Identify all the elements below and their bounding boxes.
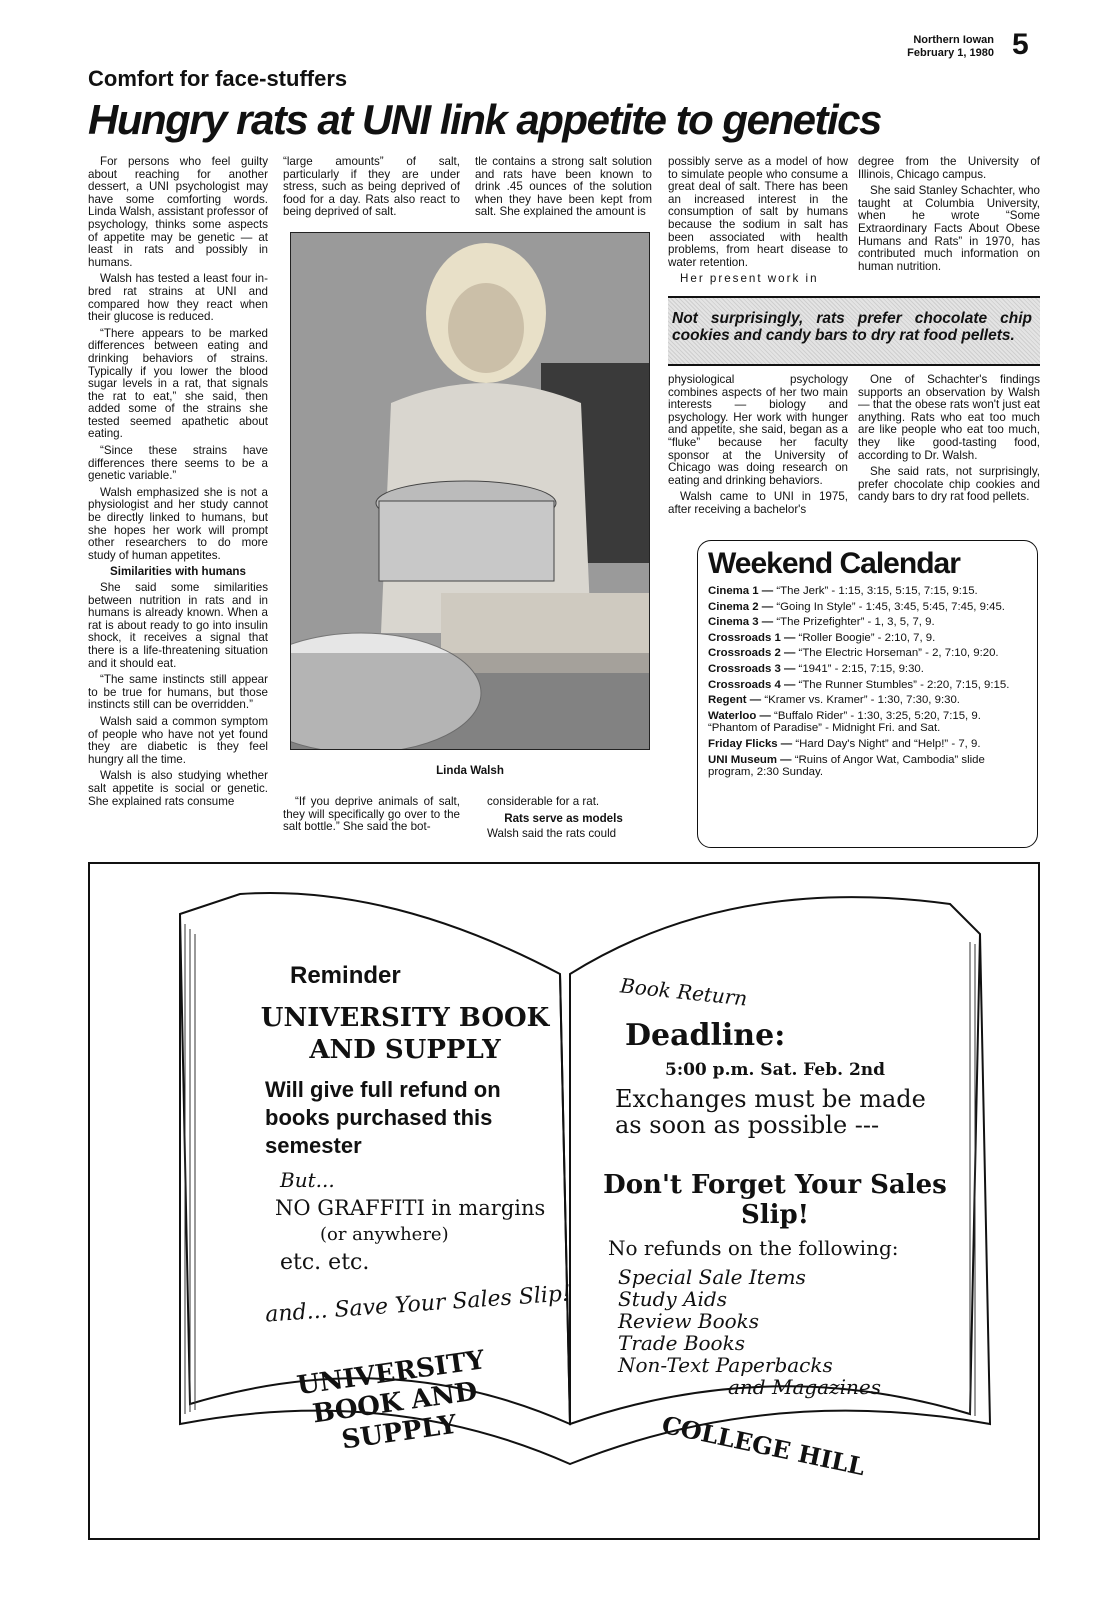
paragraph: Walsh is also studying whether salt appetite is social or genetic. She explained rats consume (88, 769, 268, 808)
paragraph: degree from the University of Illinois, Chicago campus. (858, 155, 1040, 181)
paragraph: One of Schachter's findings supports an observation by Walsh — that the obese rats won't just eat anything. Rats who eat too much are like people who eat too much, they like good-tasting food, according to Dr. Walsh. (858, 373, 1040, 462)
venue: Waterloo — (708, 709, 771, 722)
calendar-entry (708, 647, 1029, 660)
showtimes: “The Jerk” - 1:15, 3:15, 5:15, 7:15, 9:15. (773, 585, 978, 597)
calendar-entry (708, 601, 1029, 614)
masthead (907, 34, 994, 60)
ad-exclusion-item: Non-Text Paperbacks (618, 1353, 833, 1377)
column-2-top (283, 156, 460, 223)
venue: Regent — (708, 694, 762, 707)
paragraph: possibly serve as a model of how to simulate people who consume a great deal of salt. There has been an increased interest in the consumption of salt by humans because the sodium in salt has been associated with health problems, from heart disease to water retention. (668, 155, 848, 269)
ad-store-name: UNIVERSITY BOOK AND SUPPLY (260, 1003, 550, 1065)
ad-book-return: Book Return (619, 973, 749, 1011)
venue: Crossroads 4 — (708, 678, 796, 691)
paragraph: Walsh has tested a least four in-bred rat strains at UNI and compared how they react when their glucose is reduced. (88, 272, 268, 324)
paragraph: She said rats, not surprisingly, prefer chocolate chip cookies and candy bars to dry rat food pellets. (858, 465, 1040, 504)
paragraph: “If you deprive animals of salt, they will specifically go over to the salt bottle.” She said the bot- (283, 795, 460, 834)
showtimes: “Buffalo Rider” - 1:30, 3:25, 5:20, 7:15, 9. “Phantom of Paradise” - Midnight Fri. and Sat. (708, 709, 981, 735)
paragraph: She said some similarities between nutrition in rats and in humans is already known. When a rat is about ready to go into insulin shock, it receives a signal that there is a life-threatening situation and it should eat. (88, 581, 268, 670)
showtimes: “1941” - 2:15, 7:15, 9:30. (795, 662, 924, 675)
calendar-entry (708, 663, 1029, 676)
column-2-bottom (283, 796, 460, 838)
venue: Cinema 3 — (708, 616, 774, 629)
showtimes: “The Runner Stumbles” - 2:20, 7:15, 9:15. (795, 678, 1010, 691)
calendar-entry (708, 679, 1029, 692)
venue: Crossroads 3 — (708, 662, 796, 675)
paragraph: She said Stanley Schachter, who taught at Columbia University, when he wrote “Some Extraordinary Facts About Obese Humans and Rats” in 1970, has contributed much information on human nutrition. (858, 184, 1040, 273)
photo-illustration (291, 233, 650, 750)
paper-name: Northern Iowan (913, 34, 994, 46)
calendar-entry (708, 585, 1029, 598)
ad-anywhere: (or anywhere) (320, 1224, 449, 1245)
ad-refund-exclusions (618, 1266, 881, 1398)
venue: Cinema 1 — (708, 585, 774, 597)
ad-exclusion-item: Special Sale Items (618, 1265, 806, 1289)
paragraph: considerable for a rat. (487, 795, 600, 808)
ad-etc: etc. etc. (280, 1250, 370, 1275)
column-5-bottom (858, 374, 1040, 508)
column-1 (88, 156, 268, 812)
paragraph: tle contains a strong salt solution and rats have been known to drink .45 ounces of the solution when they have been kept from salt. She explained the amount is (475, 155, 652, 219)
paragraph: Walsh said the rats could (487, 827, 617, 841)
ad-but: But... (280, 1168, 335, 1192)
paragraph: Walsh said a common symptom of people who have not yet found they are diabetic is they feel hungry all the time. (88, 714, 268, 766)
paragraph: “Since these strains have differences there seems to be a genetic variable.” (88, 444, 268, 483)
column-3-top (475, 156, 652, 223)
paragraph: “large amounts” of salt, particularly if they are under stress, such as being deprived of food for a day. Rats also react to being deprived of salt. (283, 155, 460, 219)
subhead: Rats serve as models (504, 811, 623, 825)
venue: Cinema 2 — (708, 600, 774, 613)
pull-quote: Not surprisingly, rats prefer chocolate chip cookies and candy bars to dry rat food pellets. (668, 296, 1040, 366)
venue: UNI Museum — (708, 753, 792, 766)
ad-exclusion-item: and Magazines (728, 1375, 882, 1399)
photo-linda-walsh (290, 232, 650, 750)
ad-no-graffiti: NO GRAFFITI in margins (275, 1196, 546, 1220)
calendar-entry (708, 710, 1029, 735)
paragraph: “There appears to be marked differences between eating and drinking behaviors of strains. Typically if you lower the blood sugar levels in a rat, that signals the rat to eat,” she said, then added some of the strains she tested seemed apathetic about eating. (88, 326, 268, 441)
ad-refund-text: Will give full refund on books purchased this semester (265, 1077, 501, 1158)
paragraph: Her present work in (680, 272, 819, 286)
calendar-entry (708, 694, 1029, 707)
ad-no-refunds: No refunds on the following: (608, 1236, 899, 1260)
bookstore-ad (88, 862, 1040, 1540)
column-4-top (668, 156, 848, 290)
calendar-title: Weekend Calendar (708, 547, 960, 580)
ad-reminder: Reminder (290, 962, 401, 989)
showtimes: “Kramer vs. Kramer” - 1:30, 7:30, 9:30. (761, 694, 960, 707)
ad-exclusion-item: Study Aids (618, 1287, 727, 1311)
column-5-top (858, 156, 1040, 277)
paragraph: “The same instincts still appear to be true for humans, but those instincts still can be overridden.” (88, 673, 268, 712)
ad-dont-forget: Don't Forget Your Sales Slip! (603, 1170, 947, 1230)
kicker: Comfort for face-stuffers (88, 66, 348, 91)
column-4-bottom (668, 374, 848, 521)
headline: Hungry rats at UNI link appetite to genetics (88, 96, 881, 143)
paragraph: Walsh came to UNI in 1975, after receiving a bachelor's (668, 490, 848, 516)
calendar-entry (708, 632, 1029, 645)
venue: Crossroads 2 — (708, 647, 796, 660)
ad-exchanges: Exchanges must be made as soon as possible --- (615, 1085, 926, 1139)
weekend-calendar (697, 540, 1038, 848)
ad-college-hill: COLLEGE HILL (659, 1409, 868, 1482)
showtimes: “Going In Style” - 1:45, 3:45, 5:45, 7:45, 9:45. (773, 600, 1005, 613)
showtimes: “The Electric Horseman” - 2, 7:10, 9:20. (795, 647, 999, 660)
showtimes: “The Prizefighter” - 1, 3, 5, 7, 9. (773, 616, 935, 629)
ad-deadline: Deadline: (625, 1018, 786, 1053)
paragraph: For persons who feel guilty about reaching for another dessert, a UNI psychologist may have some comforting words. Linda Walsh, assistant professor of psychology, thinks some aspects of appetite may be genetic — at least in rats and possibly in humans. (88, 155, 269, 269)
calendar-entry (708, 616, 1029, 629)
showtimes: “Hard Day's Night” and “Help!” - 7, 9. (792, 737, 981, 750)
ad-exclusion-item: Trade Books (618, 1331, 745, 1355)
ad-store-logo: UNIVERSITY BOOK AND SUPPLY (295, 1345, 487, 1456)
paragraph: Walsh emphasized she is not a physiologist and her study cannot be directly linked to humans, but she hopes her work will prompt other researchers to do more study of human appetites. (88, 485, 268, 562)
page-number: 5 (1012, 28, 1029, 61)
issue-date: February 1, 1980 (907, 47, 994, 59)
subhead: Similarities with humans (110, 565, 246, 579)
ad-save-slip: and... Save Your Sales Slip! (264, 1281, 572, 1328)
column-3-bottom (475, 796, 652, 845)
showtimes: “Roller Boogie” - 2:10, 7, 9. (795, 631, 936, 644)
ad-exclusion-item: Review Books (618, 1309, 760, 1333)
paragraph: physiological psychology combines aspects of her two main interests — biology and psychology. Her work with hunger and appetite, she said, began as a “fluke” because her faculty sponsor at the University of Chicago was doing research on eating and drinking behaviors. (668, 373, 848, 487)
ad-deadline-time: 5:00 p.m. Sat. Feb. 2nd (665, 1060, 886, 1080)
calendar-entry (708, 754, 1029, 779)
venue: Friday Flicks — (708, 737, 793, 750)
photo-caption: Linda Walsh (436, 764, 504, 777)
showtimes: “Ruins of Angor Wat, Cambodia” slide program, 2:30 Sunday. (708, 753, 985, 779)
calendar-entry (708, 738, 1029, 751)
venue: Crossroads 1 — (708, 631, 796, 644)
